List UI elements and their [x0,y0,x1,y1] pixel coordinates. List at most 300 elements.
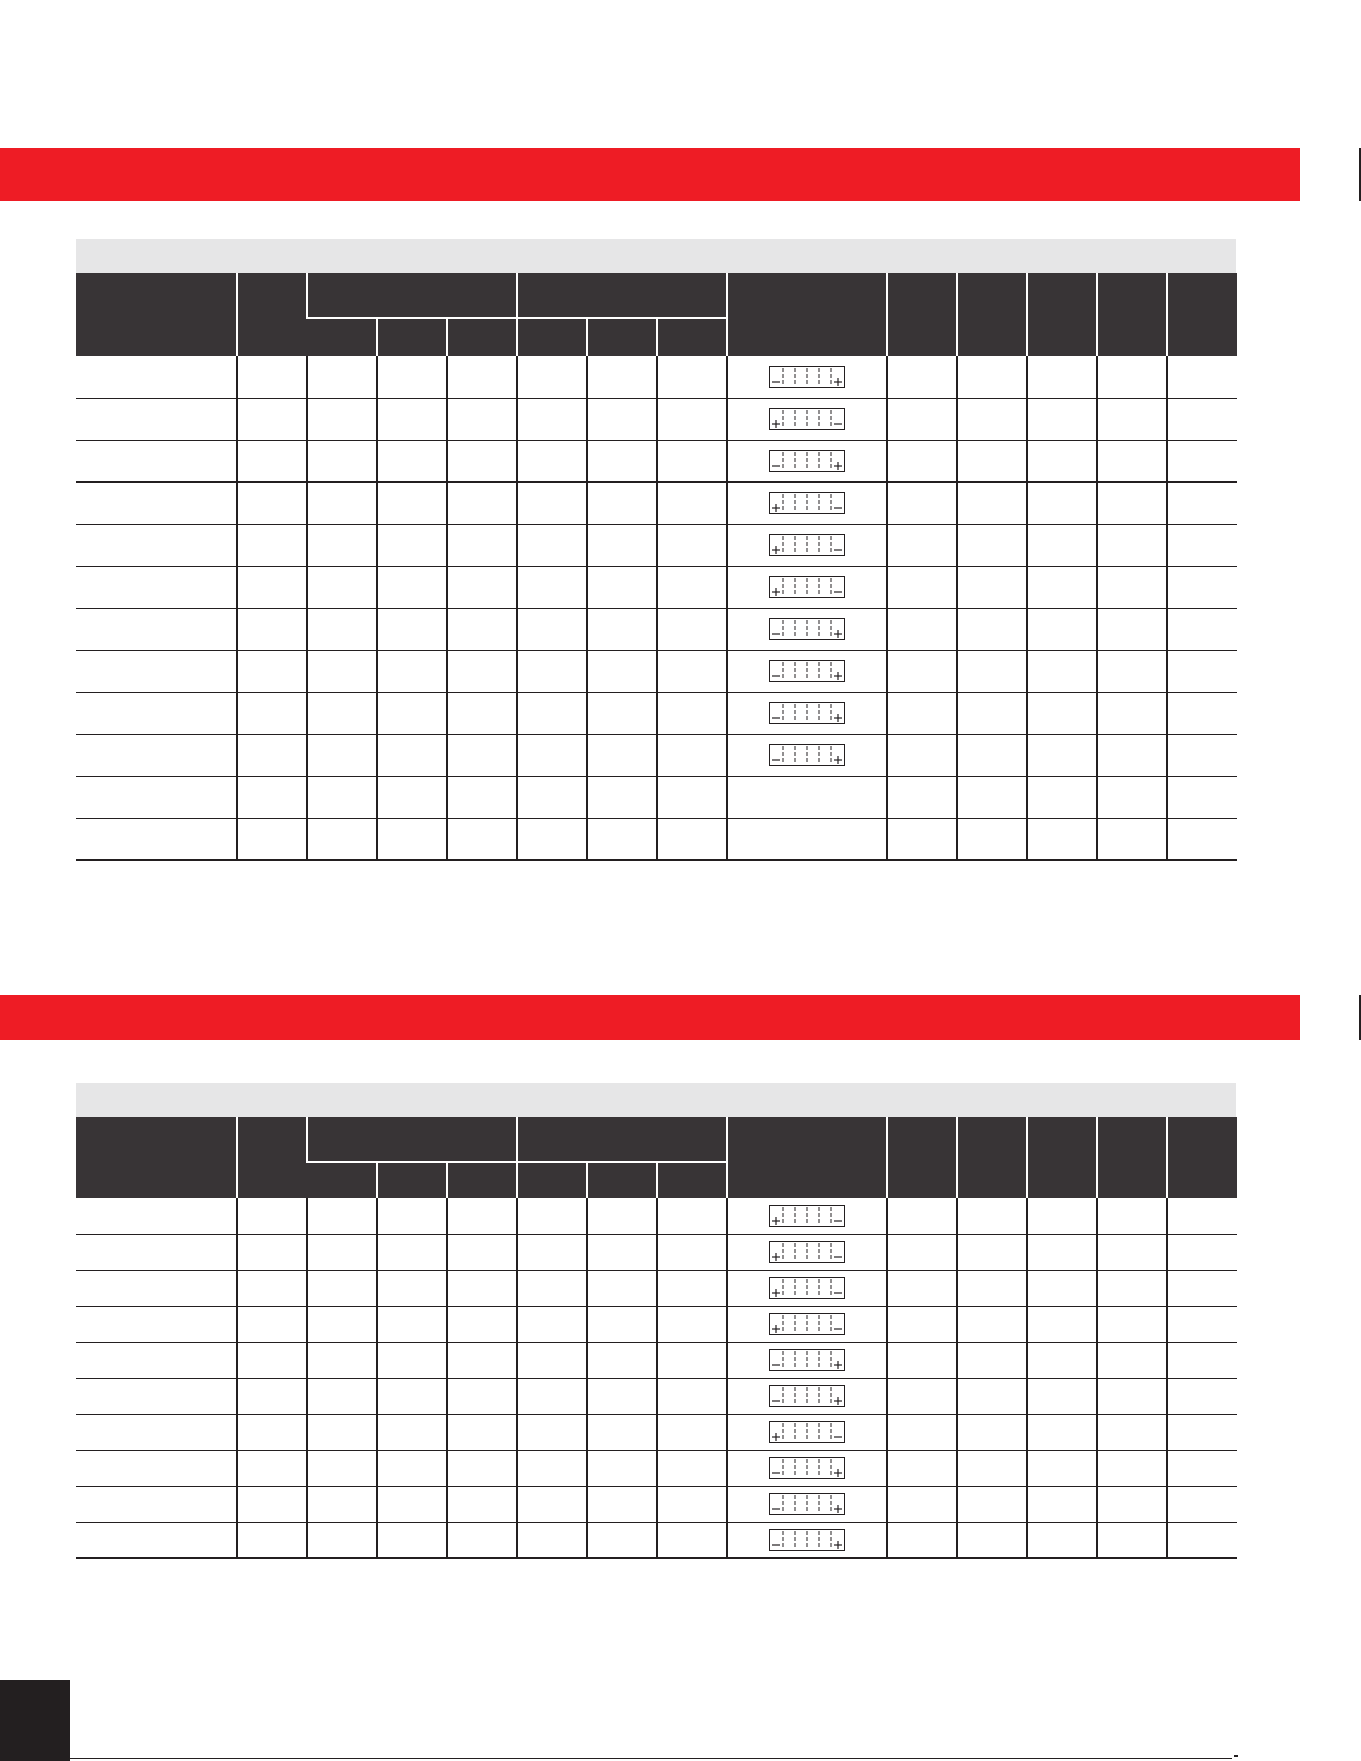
table-cell [377,524,447,566]
table-cell [657,818,727,860]
terminal-layout-cell [727,398,887,440]
table-cell [1027,440,1097,482]
table-cell [657,1306,727,1342]
table-cell [237,1486,307,1522]
table-cell [1097,524,1167,566]
table-cell [957,1306,1027,1342]
subheader-width-mm [587,318,657,356]
battery-terminal-icon [769,1385,845,1407]
subheader-width-in [377,318,447,356]
table-cell [517,1342,587,1378]
table-cell [1097,734,1167,776]
table-cell [517,440,587,482]
table-cell [237,608,307,650]
table-cell [447,692,517,734]
table-row [76,818,1237,860]
table-cell [307,1486,377,1522]
table-row [76,566,1237,608]
table-row [76,608,1237,650]
table-cell [957,776,1027,818]
terminal-layout-cell [727,1378,887,1414]
table-cell [517,1234,587,1270]
table-cell [237,776,307,818]
table-cell [307,524,377,566]
table-cell [237,650,307,692]
table-cell [657,776,727,818]
table-row [76,482,1237,524]
table-cell [1097,1198,1167,1234]
table-cell [76,1342,237,1378]
table-cell [1097,608,1167,650]
table-cell [587,608,657,650]
terminal-layout-cell [727,1234,887,1270]
table-cell [307,734,377,776]
section-banner-1 [0,148,1300,201]
table-cell [517,356,587,398]
table-cell [1027,1486,1097,1522]
table-cell [1097,440,1167,482]
table-cell [587,1342,657,1378]
table-cell [1097,776,1167,818]
table-cell [307,1450,377,1486]
table-cell [76,608,237,650]
table-cell [237,1414,307,1450]
header-spec-a [887,1117,957,1198]
header-dimensions-inches [307,1117,517,1162]
terminal-layout-cell [727,1270,887,1306]
table-cell [237,1522,307,1558]
spec-table-1-block [76,239,1236,861]
table-cell [957,482,1027,524]
battery-terminal-icon [769,492,845,514]
footer-rule [70,1758,1232,1759]
table-cell [1167,482,1237,524]
table-cell [587,1486,657,1522]
table-cell [1167,1342,1237,1378]
table-cell [587,1414,657,1450]
table-cell [447,650,517,692]
table-cell [307,776,377,818]
table-cell [307,1234,377,1270]
table-cell [957,524,1027,566]
table-row [76,776,1237,818]
subheader-length-in [307,1162,377,1198]
table-cell [887,818,957,860]
table-cell [1027,650,1097,692]
header-spec-b [957,273,1027,356]
table-cell [447,1342,517,1378]
table-cell [237,818,307,860]
header-dimensions-mm [517,273,727,318]
table-cell [887,1522,957,1558]
terminal-layout-cell [727,482,887,524]
table-cell [1167,1450,1237,1486]
table-cell [587,1198,657,1234]
table-cell [237,482,307,524]
table-row [76,692,1237,734]
table-cell [887,1234,957,1270]
table-row [76,734,1237,776]
subheader-height-in [447,1162,517,1198]
subheader-length-mm [517,1162,587,1198]
table-cell [887,482,957,524]
battery-terminal-icon [769,1349,845,1371]
table-cell [657,524,727,566]
table-cell [237,1306,307,1342]
table-cell [1097,1342,1167,1378]
battery-terminal-icon [769,1493,845,1515]
battery-terminal-icon [769,534,845,556]
table-cell [887,356,957,398]
table-cell [76,1198,237,1234]
table-cell [1027,734,1097,776]
table-row [76,1378,1237,1414]
header-terminal-layout [727,273,887,356]
table-cell [887,1450,957,1486]
terminal-layout-cell [727,356,887,398]
table-cell [1167,1270,1237,1306]
table-cell [957,566,1027,608]
table-cell [657,440,727,482]
spec-table-1 [76,273,1237,861]
table-cell [377,482,447,524]
table-cell [1167,608,1237,650]
table-row [76,1306,1237,1342]
table-cell [237,1342,307,1378]
table-cell [1097,356,1167,398]
terminal-layout-cell [727,650,887,692]
table-cell [1167,734,1237,776]
table-cell [1167,1486,1237,1522]
table-cell [517,1486,587,1522]
table-cell [587,734,657,776]
terminal-layout-cell [727,1306,887,1342]
table-cell [587,650,657,692]
table-cell [447,482,517,524]
table-cell [1167,1414,1237,1450]
table-cell [517,608,587,650]
table-cell [1097,818,1167,860]
table-row [76,1342,1237,1378]
table-cell [657,1450,727,1486]
table-cell [447,356,517,398]
table-cell [1167,650,1237,692]
table-cell [377,734,447,776]
table-cell [957,734,1027,776]
header-spec-e [1167,273,1237,356]
table-cell [76,1486,237,1522]
table-row [76,1522,1237,1558]
table-cell [76,482,237,524]
table-cell [1097,1414,1167,1450]
table-row [76,356,1237,398]
table-cell [237,1270,307,1306]
table-cell [307,1522,377,1558]
terminal-layout-cell [727,1342,887,1378]
table-cell [587,692,657,734]
table-cell [657,734,727,776]
table-cell [957,1414,1027,1450]
table-cell [307,1342,377,1378]
table-cell [1027,1378,1097,1414]
table-cell [1027,1270,1097,1306]
table-cell [447,1450,517,1486]
terminal-layout-cell [727,1198,887,1234]
table-cell [76,356,237,398]
table-cell [237,524,307,566]
table-cell [1027,356,1097,398]
table-cell [1097,482,1167,524]
header-spec-c [1027,1117,1097,1198]
table-cell [587,1306,657,1342]
terminal-layout-cell [727,566,887,608]
table-row [76,650,1237,692]
table-cell [1097,1306,1167,1342]
table-cell [887,692,957,734]
table-2-caption-bar [76,1083,1236,1117]
table-cell [307,1270,377,1306]
header-spec-d [1097,273,1167,356]
table-cell [447,1486,517,1522]
table-cell [237,1234,307,1270]
table-cell [237,1198,307,1234]
table-cell [887,1270,957,1306]
table-cell [237,692,307,734]
table-cell [377,1450,447,1486]
table-cell [1097,1486,1167,1522]
subheader-height-in [447,318,517,356]
header-spec-d [1097,1117,1167,1198]
table-row [76,1486,1237,1522]
table-cell [1027,776,1097,818]
table-cell [447,1414,517,1450]
table-cell [957,1342,1027,1378]
table-cell [957,440,1027,482]
table-cell [957,650,1027,692]
table-cell [887,1378,957,1414]
table-cell [517,1198,587,1234]
battery-terminal-icon [769,1313,845,1335]
table-cell [377,1414,447,1450]
table-cell [76,776,237,818]
table-cell [307,482,377,524]
table-cell [887,1198,957,1234]
subheader-width-mm [587,1162,657,1198]
battery-terminal-icon [769,1277,845,1299]
table-cell [76,398,237,440]
table-cell [957,1450,1027,1486]
table-cell [1167,818,1237,860]
table-cell [957,818,1027,860]
table-cell [377,1198,447,1234]
table-cell [447,524,517,566]
table-cell [1027,482,1097,524]
table-cell [307,608,377,650]
table-cell [1097,1522,1167,1558]
table-cell [887,776,957,818]
table-cell [447,440,517,482]
table-cell [1027,1522,1097,1558]
table-cell [1097,1450,1167,1486]
table-row [76,1198,1237,1234]
table-cell [1027,566,1097,608]
table-cell [1167,1306,1237,1342]
table-cell [76,440,237,482]
table-cell [657,692,727,734]
battery-terminal-icon [769,1529,845,1551]
table-cell [1027,1306,1097,1342]
table-cell [1167,1234,1237,1270]
header-spec-b [957,1117,1027,1198]
table-cell [76,1450,237,1486]
table-cell [957,608,1027,650]
table-cell [517,1522,587,1558]
terminal-layout-cell [727,608,887,650]
table-cell [307,1414,377,1450]
terminal-layout-cell [727,776,887,818]
table-cell [517,776,587,818]
table-cell [957,398,1027,440]
table-cell [76,1522,237,1558]
table-cell [957,1270,1027,1306]
table-row [76,524,1237,566]
table-cell [1097,1270,1167,1306]
table-cell [1027,1342,1097,1378]
table-cell [237,734,307,776]
table-cell [957,692,1027,734]
table-cell [657,1270,727,1306]
table-cell [657,650,727,692]
table-cell [307,818,377,860]
table-cell [1097,692,1167,734]
table-cell [447,1198,517,1234]
subheader-height-mm [657,1162,727,1198]
table-cell [957,1522,1027,1558]
footer-mark [1234,1755,1238,1757]
subheader-width-in [377,1162,447,1198]
table-cell [517,1378,587,1414]
table-cell [887,1486,957,1522]
table-cell [957,356,1027,398]
battery-terminal-icon [769,1457,845,1479]
table-cell [657,1198,727,1234]
table-cell [377,1486,447,1522]
table-cell [307,1378,377,1414]
table-cell [517,1450,587,1486]
table-cell [76,524,237,566]
table-cell [517,1414,587,1450]
table-cell [377,650,447,692]
table-cell [447,818,517,860]
table-cell [957,1198,1027,1234]
header-group-size [237,273,307,356]
table-cell [447,566,517,608]
table-cell [657,482,727,524]
table-cell [657,1414,727,1450]
table-cell [447,1378,517,1414]
table-cell [517,692,587,734]
table-cell [1027,1198,1097,1234]
battery-terminal-icon [769,1421,845,1443]
table-cell [657,1342,727,1378]
table-cell [657,398,727,440]
table-cell [587,482,657,524]
table-cell [587,776,657,818]
table-cell [517,1270,587,1306]
table-cell [517,734,587,776]
table-cell [1097,1234,1167,1270]
battery-terminal-icon [769,1205,845,1227]
table-cell [377,1342,447,1378]
table-cell [1167,692,1237,734]
battery-terminal-icon [769,1241,845,1263]
table-cell [1027,398,1097,440]
battery-terminal-icon [769,618,845,640]
table-row [76,1414,1237,1450]
table-cell [887,566,957,608]
table-cell [887,1342,957,1378]
table-cell [887,1414,957,1450]
table-cell [517,566,587,608]
table-cell [377,776,447,818]
table-cell [1167,776,1237,818]
table-cell [377,398,447,440]
terminal-layout-cell [727,1522,887,1558]
table-cell [1167,1522,1237,1558]
table-cell [237,356,307,398]
table-cell [76,734,237,776]
table-cell [587,818,657,860]
subheader-length-mm [517,318,587,356]
table-cell [76,1270,237,1306]
table-cell [1027,1234,1097,1270]
table-cell [1167,440,1237,482]
table-cell [657,356,727,398]
section-banner-2 [0,995,1300,1040]
table-cell [887,398,957,440]
header-spec-c [1027,273,1097,356]
table-cell [587,398,657,440]
table-cell [887,608,957,650]
table-cell [447,1306,517,1342]
table-cell [957,1234,1027,1270]
table-cell [887,440,957,482]
table-cell [657,608,727,650]
table-cell [517,524,587,566]
table-cell [377,1270,447,1306]
terminal-layout-cell [727,734,887,776]
table-cell [517,650,587,692]
table-cell [307,1198,377,1234]
table-row [76,440,1237,482]
table-cell [377,356,447,398]
battery-terminal-icon [769,744,845,766]
header-terminal-layout [727,1117,887,1198]
header-spec-a [887,273,957,356]
table-cell [1097,1378,1167,1414]
table-cell [76,1378,237,1414]
table-cell [957,1378,1027,1414]
table-cell [307,1306,377,1342]
table-cell [76,1234,237,1270]
table-cell [517,482,587,524]
header-part-number [76,1117,237,1198]
table-cell [76,1414,237,1450]
table-row [76,1270,1237,1306]
table-cell [587,440,657,482]
table-cell [237,1378,307,1414]
table-cell [887,650,957,692]
